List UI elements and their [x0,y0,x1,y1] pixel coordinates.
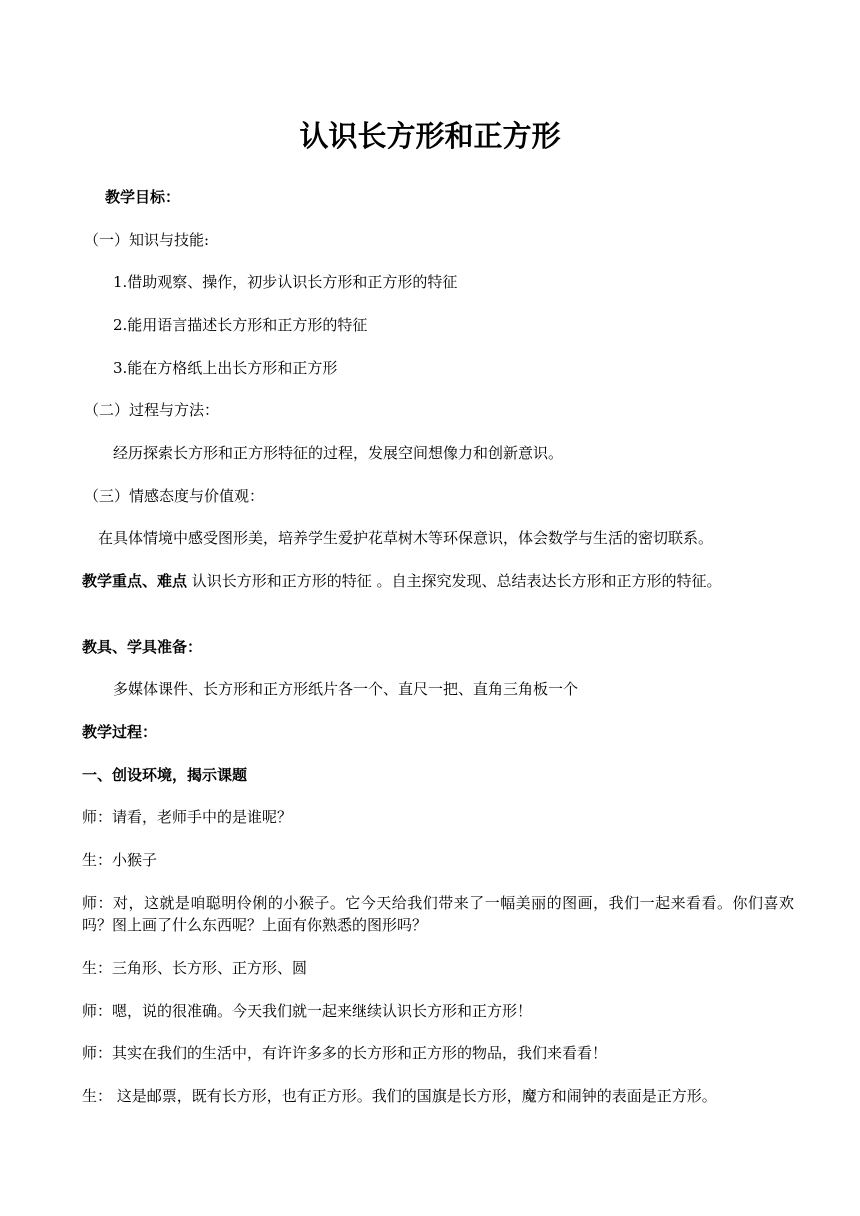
section2-text: 经历探索长方形和正方形特征的过程，发展空间想像力和创新意识。 [113,444,564,462]
section1-item-3: 3.能在方格纸上出长方形和正方形 [113,359,338,377]
key-points-paragraph [82,570,794,592]
dialogue-line-4: 生：三角形、长方形、正方形、圆 [82,959,308,977]
part1-heading: 一、创设环境，揭示课题 [82,766,248,784]
section1-item-2: 2.能用语言描述长方形和正方形的特征 [113,316,368,334]
objectives-heading: 教学目标： [105,188,181,206]
section3-heading: （三）情感态度与价值观： [84,487,265,505]
dialogue-line-2: 生：小猴子 [82,851,158,869]
dialogue-line-3: 师：对，这就是咱聪明伶俐的小猴子。它今天给我们带来了一幅美丽的图画，我们一起来看看。你们喜欢吗？图上画了什么东西呢？上面有你熟悉的图形吗？ [82,894,794,934]
section3-text: 在具体情境中感受图形美，培养学生爱护花草树木等环保意识，体会数学与生活的密切联系。 [98,529,714,547]
dialogue-line-5: 师：嗯，说的很准确。今天我们就一起来继续认识长方形和正方形！ [82,1002,533,1020]
dialogue-line-6: 师：其实在我们的生活中，有许许多多的长方形和正方形的物品，我们来看看！ [82,1044,608,1062]
tools-heading: 教具、学具准备： [82,638,203,656]
process-heading: 教学过程： [82,723,158,741]
key-points-text: 认识长方形和正方形的特征 。自主探究发现、总结表达长方形和正方形的特征。 [187,572,722,590]
section2-heading: （二）过程与方法： [84,401,220,419]
section1-heading: （一）知识与技能: [84,231,210,249]
dialogue-line-1: 师：请看，老师手中的是谁呢？ [82,808,293,826]
document-title: 认识长方形和正方形 [299,119,561,153]
tools-text: 多媒体课件、长方形和正方形纸片各一个、直尺一把、直角三角板一个 [113,680,579,698]
section1-item-1: 1.借助观察、操作，初步认识长方形和正方形的特征 [113,273,458,291]
key-points-label: 教学重点、难点 [82,572,188,590]
dialogue-line-7: 生： 这是邮票，既有长方形，也有正方形。我们的国旗是长方形，魔方和闹钟的表面是正方形。 [82,1087,717,1105]
